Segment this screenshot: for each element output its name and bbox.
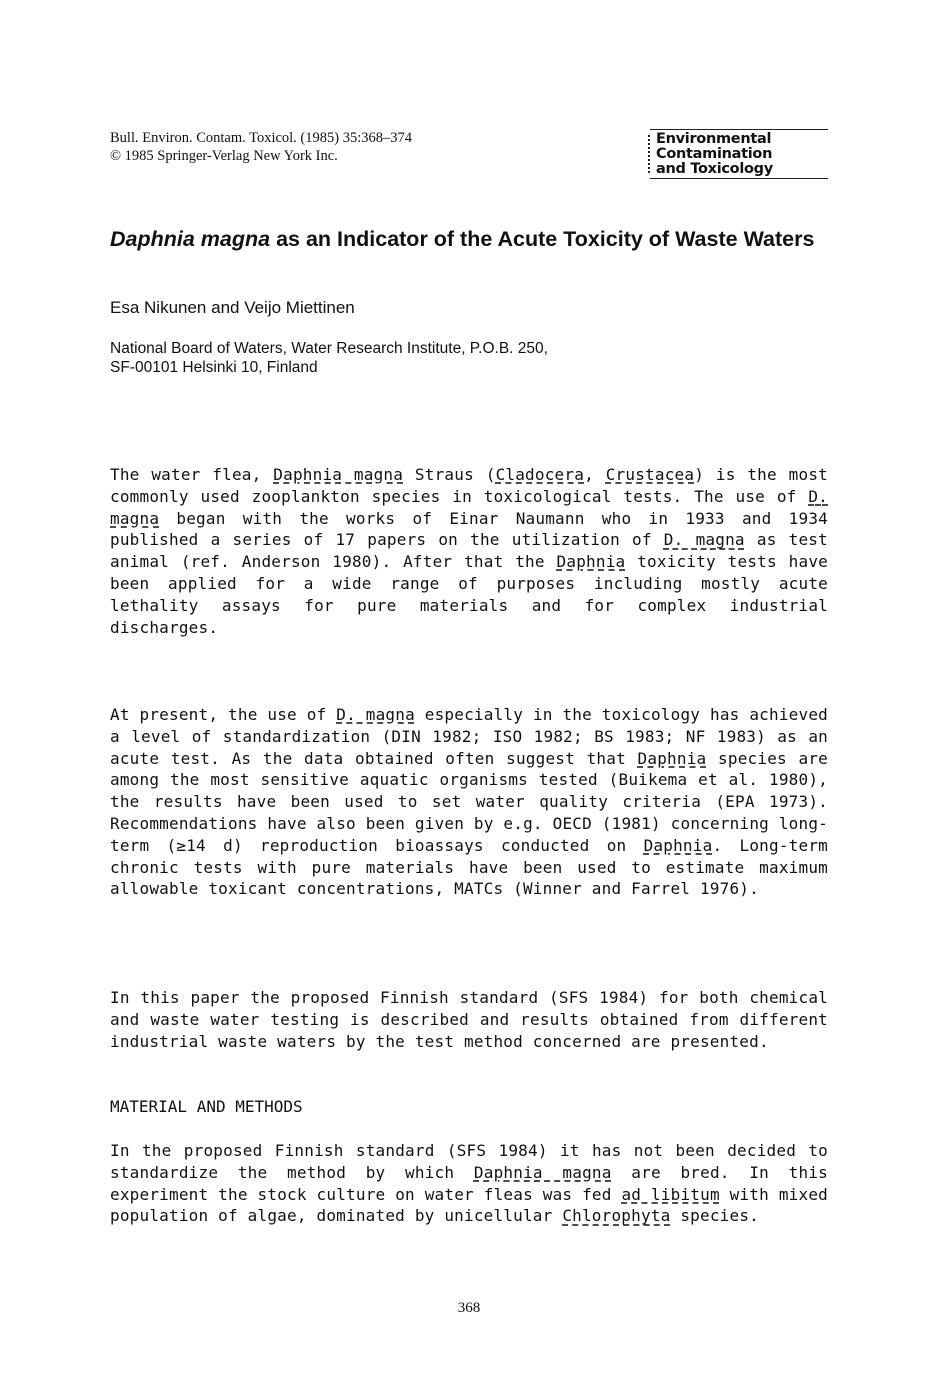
text-run: with mixed population of algae, dominated by unicellular	[110, 1184, 828, 1226]
underlined-taxon: Daphnia	[643, 835, 713, 855]
text-run: toxicity tests have been applied for a wide range of purposes including mostly acute lethality assays for pure materials and for complex industrial discharges.	[110, 552, 828, 637]
citation-line-2: © 1985 Springer-Verlag New York Inc.	[110, 148, 338, 164]
underlined-taxon: Daphnia	[556, 552, 626, 572]
affiliation	[110, 340, 730, 377]
affiliation-line-1: National Board of Waters, Water Research Institute, P.O.B. 250,	[110, 340, 548, 357]
text-run: species.	[670, 1206, 759, 1226]
text-run: especially in the toxicology has achieved a level of standardization (DIN 1982; ISO 1982; BS 1983; NF 1983) as an acute test. As the data obtained often suggest that	[110, 705, 828, 768]
text-run: The water flea,	[110, 465, 274, 484]
journal-logo-line-2: Contamination	[656, 146, 773, 162]
citation-block	[110, 129, 530, 165]
article-title	[110, 226, 830, 252]
logo-volume-marks	[648, 135, 654, 173]
underlined-taxon: Cladocera	[495, 465, 585, 484]
affiliation-line-2: SF-00101 Helsinki 10, Finland	[110, 358, 318, 376]
underlined-taxon: D. magna	[110, 486, 828, 528]
journal-logo	[650, 129, 828, 179]
text-run: In the proposed Finnish standard (SFS 1984) it has not been decided to standardize the method by which	[110, 1141, 828, 1182]
paragraph-methods	[110, 1140, 828, 1227]
underlined-taxon: Chlorophyta	[562, 1206, 671, 1226]
paragraph-standardization	[110, 704, 828, 900]
journal-logo-line-1: Environmental	[656, 131, 772, 147]
text-run: Straus (	[403, 465, 496, 484]
paragraph-scope	[110, 987, 828, 1052]
citation-line-1: Bull. Environ. Contam. Toxicol. (1985) 35:368–374	[110, 130, 412, 146]
underlined-taxon: Daphnia magna	[273, 465, 404, 484]
text-run: In this paper the proposed Finnish standard (SFS 1984) for both chemical and waste water testing is described and results obtained from different industrial waste waters by the test method concerned are presented.	[110, 988, 828, 1051]
page-number: 368	[457, 1300, 481, 1316]
text-run: ) is the most commonly used zooplankton species in toxicological tests. The use of	[110, 465, 828, 506]
text-run: ,	[584, 465, 606, 484]
title-species-name: Daphnia magna	[110, 227, 271, 251]
underlined-taxon: D. magna	[663, 530, 745, 550]
journal-logo-line-3: and Toxicology	[656, 161, 773, 177]
text-run: species are among the most sensitive aquatic organisms tested (Buikema et al. 1980), the results have been used to set water quality criteria (EPA 1973). Recommendations have also been given by e.g. OECD (1981) concerning long-term (≥14 d) reproduction bioassays conducted on	[110, 748, 828, 855]
text-run: are bred. In this experiment the stock culture on water fleas was fed	[110, 1162, 829, 1204]
underlined-taxon: Daphnia	[637, 748, 707, 768]
title-rest: as an Indicator of the Acute Toxicity of Waste Waters	[270, 227, 815, 251]
underlined-taxon: Daphnia magna	[473, 1162, 612, 1182]
text-run: began with the works of Einar Naumann who in 1933 and 1934 published a series of 17 papers on the utilization of	[110, 508, 828, 550]
underlined-taxon: ad libitum	[621, 1184, 720, 1204]
underlined-taxon: Crustacea	[605, 465, 695, 484]
text-run: At present, the use of	[110, 705, 337, 724]
paragraph-intro	[110, 464, 828, 638]
authors: Esa Nikunen and Veijo Miettinen	[110, 298, 355, 317]
text-run: as test animal (ref. Anderson 1980). After that the	[110, 530, 828, 572]
text-run: . Long-term chronic tests with pure materials have been used to estimate maximum allowable toxicant concentrations, MATCs (Winner and Farrel 1976).	[110, 835, 828, 899]
section-heading-methods: MATERIAL AND METHODS	[110, 1097, 303, 1116]
underlined-taxon: D. magna	[336, 705, 415, 724]
